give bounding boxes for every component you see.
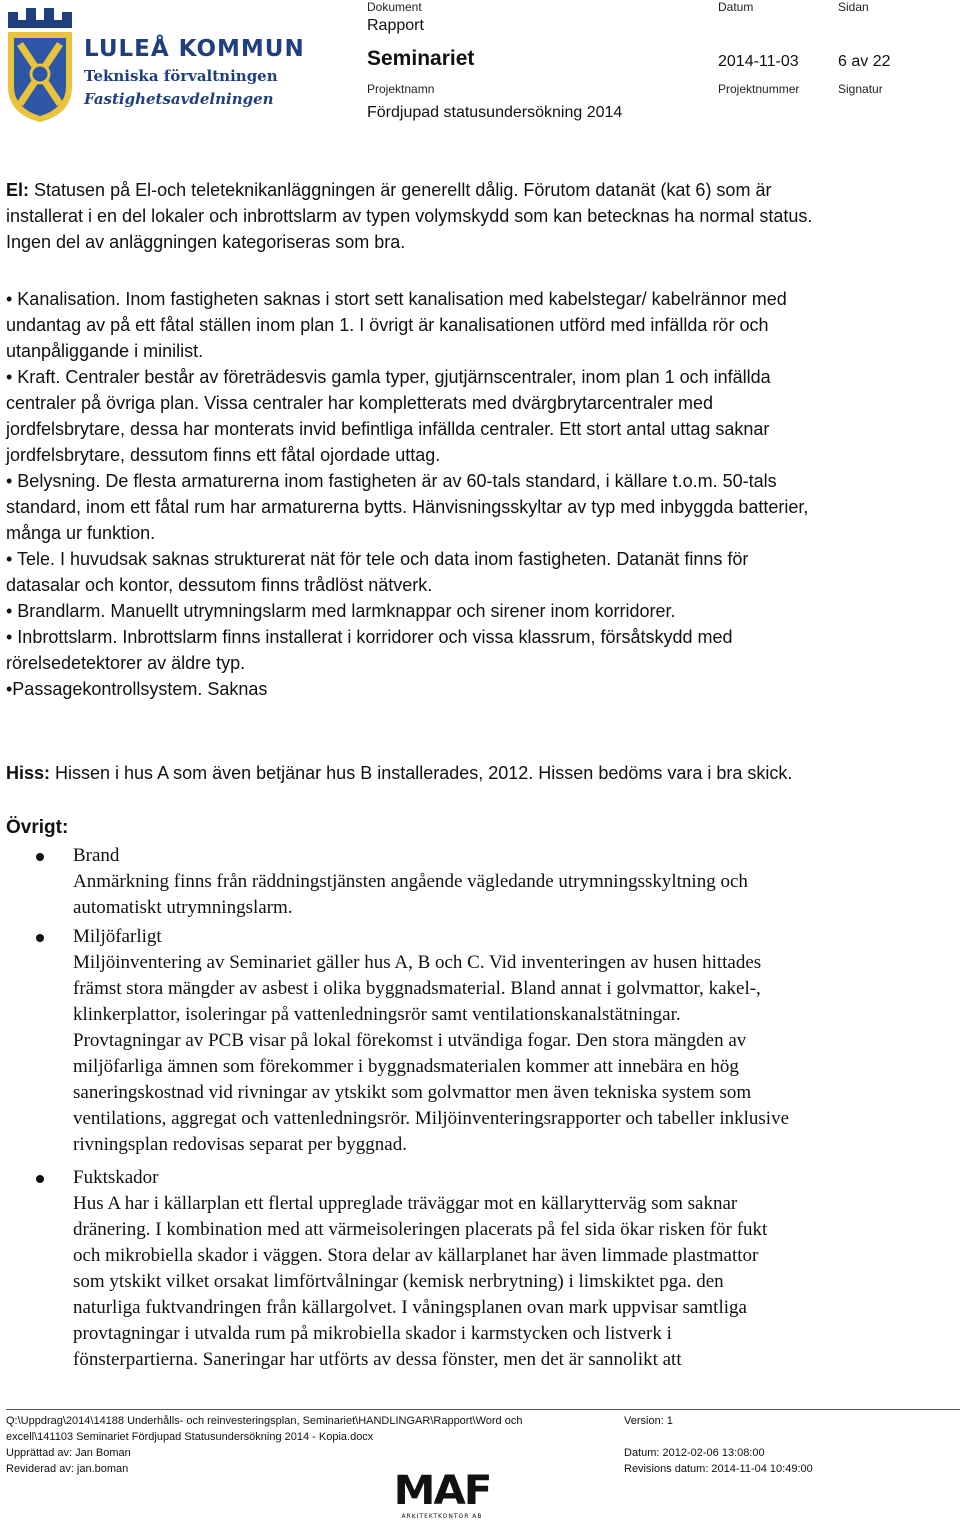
miljo-text-line: miljöfarliga ämnen som förekommer i byggnadsmaterialen kommer att innebära en hög [73, 1056, 739, 1077]
el-item-line: standard, inom ett fåtal rum har armaturerna bytts. Hänvisningsskyltar av typ med inbyggda batterier, [6, 497, 809, 517]
brand-text-line: Anmärkning finns från räddningstjänsten angående vägledande utrymningsskyltning och [73, 871, 748, 892]
footer-version: Version: 1 [624, 1415, 673, 1427]
el-item-line: undantag av på ett fåtal ställen inom plan 1. I övrigt är kanalisationen utförd med infällda rör och [6, 315, 769, 335]
label-projektnummer: Projektnummer [718, 82, 800, 96]
el-paragraph-line: installerat i en del lokaler och inbrottslarm av typen volymskydd som kan betecknas ha normal status. [6, 206, 813, 226]
el-item-line: många ur funktion. [6, 523, 156, 543]
ovrigt-heading: Övrigt: [6, 817, 69, 838]
fukt-title: Fuktskador [73, 1167, 159, 1188]
hiss-heading: Hiss: [6, 763, 51, 783]
project-name: Fördjupad statusundersökning 2014 [367, 104, 623, 121]
fukt-text-line: Hus A har i källarplan ett flertal uppreglade träväggar mot en källarytterväg som saknar [73, 1193, 738, 1214]
miljo-text-line: rivningsplan redovisas separat per byggnad. [73, 1134, 407, 1155]
miljo-text-line: Miljöinventering av Seminariet gäller hus A, B och C. Vid inventeringen av husen hittades [73, 952, 762, 973]
fukt-text-line: fönsterpartierna. Saneringar har utförts av dessa fönster, men det är sannolikt att [73, 1349, 682, 1370]
el-item-line: datasalar och kontor, dessutom finns trådlöst nätverk. [6, 575, 433, 595]
miljo-text-line: ventilations, aggregat och vattenledningsrör. Miljöinventeringsrapporter och tabeller inklusive [73, 1108, 789, 1129]
el-item-line: jordfelsbrytare, dessa har monterats invid befintliga infällda centraler. Ett stort antal uttag saknar [6, 419, 770, 439]
bullet-icon [36, 853, 44, 861]
document-type: Rapport [367, 17, 424, 34]
el-item-line: rörelsedetektorer av äldre typ. [6, 653, 246, 673]
org-division: Fastighetsavdelningen [84, 90, 274, 108]
org-department: Tekniska förvaltningen [84, 67, 278, 85]
el-paragraph-line: El: Statusen på El-och teleteknikanläggningen är generellt dålig. Förutom datanät (kat 6) som är [6, 180, 772, 200]
hiss-paragraph: Hiss: Hissen i hus A som även betjänar hus B installerades, 2012. Hissen bedöms vara i bra skick. [6, 763, 793, 783]
document-date: 2014-11-03 [718, 53, 799, 70]
brand-text-line: automatiskt utrymningslarm. [73, 897, 293, 918]
el-item-line: utanpåliggande i minilist. [6, 341, 204, 361]
miljo-text-line: främst stora mängder av asbest i olika byggnadsmaterial. Bland annat i golvmattor, kakel-, [73, 978, 761, 999]
el-item-line: • Kraft. Centraler består av företrädesvis gamla typer, gjutjärnscentraler, inom plan 1 och infällda [6, 367, 771, 387]
footer-datum: Datum: 2012-02-06 13:08:00 [624, 1447, 765, 1459]
maf-logo-text: MAF [393, 1468, 491, 1514]
el-item-line: • Inbrottslarm. Inbrottslarm finns installerat i korridorer och vissa klassrum, försåtskydd med [6, 627, 733, 647]
footer-divider [6, 1409, 960, 1410]
footer-file-path: Q:\Uppdrag\2014\14188 Underhålls- och reinvesteringsplan, Seminariet\HANDLINGAR\Rapport\Word och [6, 1415, 523, 1427]
bullet-icon [36, 1175, 44, 1183]
miljo-text-line: klinkerplattor, isoleringar på vattenledningsrör samt ventilationskanalstätningar. [73, 1004, 681, 1025]
footer-file-name: excell\141103 Seminariet Fördjupad Statusundersökning 2014 - Kopia.docx [6, 1431, 374, 1443]
fukt-text-line: dränering. I kombination med att värmeisoleringen placerats på fel sida ökar risken för fukt [73, 1219, 768, 1240]
brand-title: Brand [73, 845, 120, 866]
label-signatur: Signatur [838, 82, 883, 96]
label-projektnamn: Projektnamn [367, 82, 435, 96]
maf-logo-subtitle: ARKITEKTKONTOR AB [401, 1513, 483, 1520]
el-item-line: centraler på övriga plan. Vissa centraler har kompletterats med dvärgbrytarcentraler med [6, 393, 714, 413]
fukt-text-line: och mikrobiella skador i väggen. Stora delar av källarplanet har även limmade plastmattor [73, 1245, 759, 1266]
footer-reviderad: Reviderad av: jan.boman [6, 1463, 129, 1475]
el-item-line: • Belysning. De flesta armaturerna inom fastigheten är av 60-tals standard, i källare t.o.m. 50-tals [6, 471, 777, 491]
fukt-text-line: naturliga fuktvandringen från källargolvet. I våningsplanen ovan mark uppvisar samtliga [73, 1297, 747, 1318]
label-sidan: Sidan [838, 0, 869, 14]
footer-revisions-datum: Revisions datum: 2014-11-04 10:49:00 [624, 1463, 813, 1475]
fukt-text-line: provtagningar i utvalda rum på mikrobiella skador i karmstycken och listverk i [73, 1323, 672, 1344]
luleå-coat-of-arms-logo [4, 6, 76, 124]
miljo-title: Miljöfarligt [73, 926, 162, 947]
page-number: 6 av 22 [838, 53, 891, 70]
label-dokument: Dokument [367, 0, 422, 14]
maf-logo [392, 1470, 492, 1526]
el-paragraph-line: Ingen del av anläggningen kategoriseras som bra. [6, 232, 406, 252]
el-item-line: • Brandlarm. Manuellt utrymningslarm med larmknappar och sirener inom korridorer. [6, 601, 676, 621]
el-heading: El: [6, 180, 30, 200]
document-title: Seminariet [367, 47, 475, 70]
label-datum: Datum [718, 0, 754, 14]
miljo-text-line: Provtagningar av PCB visar på lokal förekomst i utvändiga fogar. Den stora mängden av [73, 1030, 747, 1051]
footer-upprattad: Upprättad av: Jan Boman [6, 1447, 131, 1459]
el-item-line: • Kanalisation. Inom fastigheten saknas i stort sett kanalisation med kabelstegar/ kabelrännor med [6, 289, 787, 309]
el-item-line: • Tele. I huvudsak saknas strukturerat nät för tele och data inom fastigheten. Datanät finns för [6, 549, 749, 569]
fukt-text-line: som ytskikt vilket orsakat limförtvålningar (kemisk nerbrytning) i limskiktet pga. den [73, 1271, 724, 1292]
el-item-line: jordfelsbrytare, dessutom finns ett fåtal ojordade uttag. [6, 445, 441, 465]
el-item-line: •Passagekontrollsystem. Saknas [6, 679, 268, 699]
bullet-icon [36, 934, 44, 942]
org-name: LULEÅ KOMMUN [84, 36, 305, 62]
miljo-text-line: saneringskostnad vid rivningar av ytskikt som golvmattor men även tekniska system som [73, 1082, 752, 1103]
